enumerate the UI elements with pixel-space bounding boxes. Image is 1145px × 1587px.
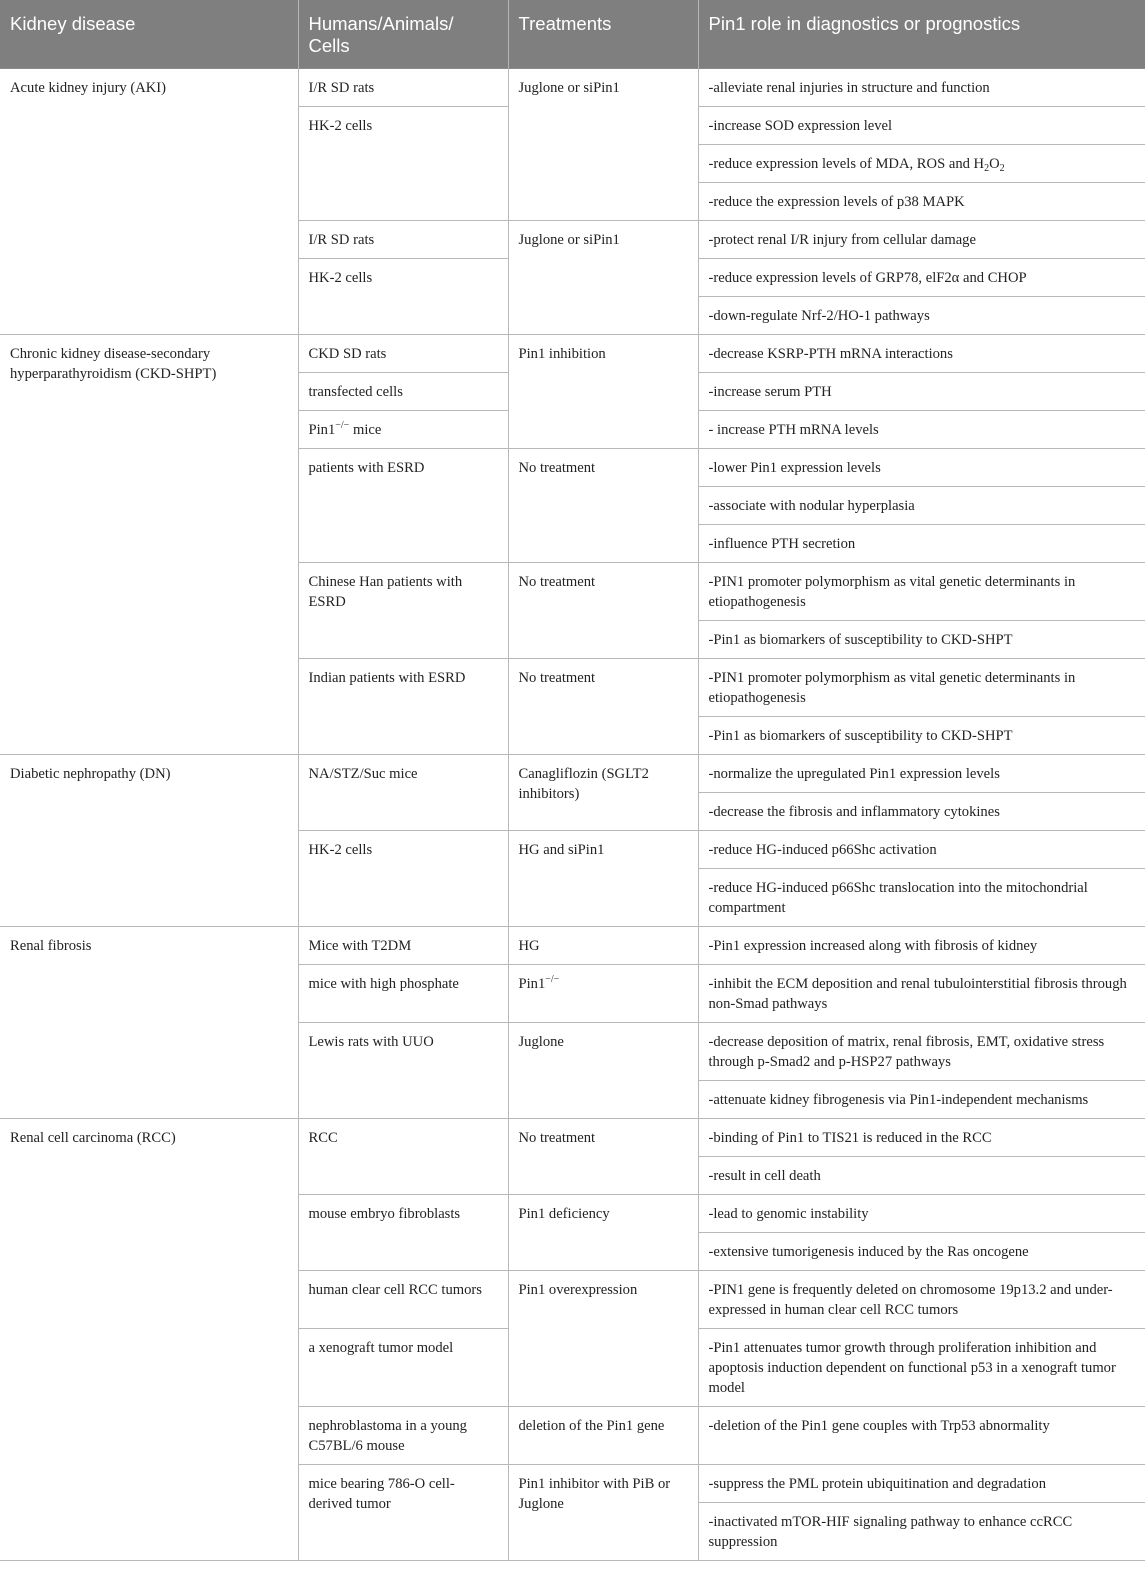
role-cell: -increase SOD expression level [698,107,1145,145]
disease-cell: Chronic kidney disease-secondary hyperparathyroidism (CKD-SHPT) [0,335,298,755]
subject-cell: mice with high phosphate [298,965,508,1023]
subject-cell: I/R SD rats [298,69,508,107]
role-cell: -normalize the upregulated Pin1 expression levels [698,755,1145,793]
subject-cell: HK-2 cells [298,259,508,335]
role-cell: -decrease KSRP-PTH mRNA interactions [698,335,1145,373]
role-cell: -associate with nodular hyperplasia [698,487,1145,525]
role-cell: -decrease the fibrosis and inflammatory cytokines [698,793,1145,831]
role-cell: -down-regulate Nrf-2/HO-1 pathways [698,297,1145,335]
role-cell: -PIN1 gene is frequently deleted on chromosome 19p13.2 and under-expressed in human clear cell RCC tumors [698,1271,1145,1329]
role-cell: - increase PTH mRNA levels [698,411,1145,449]
subject-cell: a xenograft tumor model [298,1329,508,1407]
role-cell: -lead to genomic instability [698,1195,1145,1233]
treatment-cell: Pin1 deficiency [508,1195,698,1271]
treatment-cell: Juglone [508,1023,698,1119]
role-cell: -Pin1 as biomarkers of susceptibility to CKD-SHPT [698,621,1145,659]
treatment-cell [508,965,698,1023]
header-pin1-role: Pin1 role in diagnostics or prognostics [698,0,1145,69]
role-cell: -protect renal I/R injury from cellular damage [698,221,1145,259]
subject-cell: NA/STZ/Suc mice [298,755,508,831]
role-cell: -Pin1 as biomarkers of susceptibility to CKD-SHPT [698,717,1145,755]
table-row [0,1119,1145,1157]
table-row [0,335,1145,373]
header-subjects: Humans/Animals/ Cells [298,0,508,69]
subject-cell: Lewis rats with UUO [298,1023,508,1119]
treatment-cell: No treatment [508,1119,698,1195]
subject-text: mice [349,422,382,438]
treatment-cell: Juglone or siPin1 [508,69,698,221]
role-cell: -PIN1 promoter polymorphism as vital genetic determinants in etiopathogenesis [698,659,1145,717]
subject-cell: Chinese Han patients with ESRD [298,563,508,659]
subject-text: Pin1 [308,422,336,438]
subject-cell: nephroblastoma in a young C57BL/6 mouse [298,1407,508,1465]
table-body [0,69,1145,1561]
subject-cell: HK-2 cells [298,107,508,221]
treatment-cell: HG and siPin1 [508,831,698,927]
role-cell: -reduce the expression levels of p38 MAPK [698,183,1145,221]
role-cell: -Pin1 expression increased along with fibrosis of kidney [698,927,1145,965]
treatment-cell: Juglone or siPin1 [508,221,698,335]
subject-cell: I/R SD rats [298,221,508,259]
role-cell: -reduce HG-induced p66Shc translocation into the mitochondrial compartment [698,869,1145,927]
subscript: 2 [999,163,1005,174]
header-kidney-disease: Kidney disease [0,0,298,69]
role-cell: -increase serum PTH [698,373,1145,411]
role-cell: -inactivated mTOR-HIF signaling pathway to enhance ccRCC suppression [698,1503,1145,1561]
role-cell: -attenuate kidney fibrogenesis via Pin1-independent mechanisms [698,1081,1145,1119]
subject-cell: CKD SD rats [298,335,508,373]
role-cell: -Pin1 attenuates tumor growth through proliferation inhibition and apoptosis induction dependent on functional p53 in a xenograft tumor model [698,1329,1145,1407]
subject-cell: mouse embryo fibroblasts [298,1195,508,1271]
role-cell: -reduce expression levels of GRP78, elF2α and CHOP [698,259,1145,297]
header-treatments: Treatments [508,0,698,69]
role-text: -reduce expression levels of MDA, ROS and H [708,156,985,172]
treatment-cell: No treatment [508,659,698,755]
treatment-cell: No treatment [508,449,698,563]
subject-cell: patients with ESRD [298,449,508,563]
treatment-cell: deletion of the Pin1 gene [508,1407,698,1465]
subject-cell [298,411,508,449]
treatment-cell: Pin1 inhibitor with PiB or Juglone [508,1465,698,1561]
treatment-cell: Pin1 overexpression [508,1271,698,1407]
role-cell: -alleviate renal injuries in structure and function [698,69,1145,107]
disease-cell: Acute kidney injury (AKI) [0,69,298,335]
disease-cell: Renal cell carcinoma (RCC) [0,1119,298,1561]
subject-cell: mice bearing 786-O cell-derived tumor [298,1465,508,1561]
role-cell: -lower Pin1 expression levels [698,449,1145,487]
subject-cell: transfected cells [298,373,508,411]
superscript: −/− [545,974,560,985]
subject-cell: human clear cell RCC tumors [298,1271,508,1329]
role-text: O [989,156,1000,172]
role-cell: -inhibit the ECM deposition and renal tubulointerstitial fibrosis through non-Smad pathways [698,965,1145,1023]
role-cell: -deletion of the Pin1 gene couples with Trp53 abnormality [698,1407,1145,1465]
subject-cell: HK-2 cells [298,831,508,927]
disease-cell: Diabetic nephropathy (DN) [0,755,298,927]
role-cell: -influence PTH secretion [698,525,1145,563]
role-cell [698,145,1145,183]
subject-cell: Mice with T2DM [298,927,508,965]
role-cell: -result in cell death [698,1157,1145,1195]
treatment-cell: Canagliflozin (SGLT2 inhibitors) [508,755,698,831]
role-cell: -binding of Pin1 to TIS21 is reduced in the RCC [698,1119,1145,1157]
treatment-cell: Pin1 inhibition [508,335,698,449]
table-row [0,927,1145,965]
superscript: −/− [335,420,350,431]
role-cell: -reduce HG-induced p66Shc activation [698,831,1145,869]
disease-cell: Renal fibrosis [0,927,298,1119]
table-header [0,0,1145,69]
role-cell: -extensive tumorigenesis induced by the Ras oncogene [698,1233,1145,1271]
role-cell: -suppress the PML protein ubiquitination and degradation [698,1465,1145,1503]
subscript: 2 [984,163,990,174]
header-row [0,0,1145,69]
subject-cell: RCC [298,1119,508,1195]
treatment-text: Pin1 [518,976,546,992]
table-row [0,755,1145,793]
role-cell: -decrease deposition of matrix, renal fibrosis, EMT, oxidative stress through p-Smad2 and p-HSP27 pathways [698,1023,1145,1081]
treatment-cell: HG [508,927,698,965]
treatment-cell: No treatment [508,563,698,659]
role-cell: -PIN1 promoter polymorphism as vital genetic determinants in etiopathogenesis [698,563,1145,621]
subject-cell: Indian patients with ESRD [298,659,508,755]
table-row [0,69,1145,107]
